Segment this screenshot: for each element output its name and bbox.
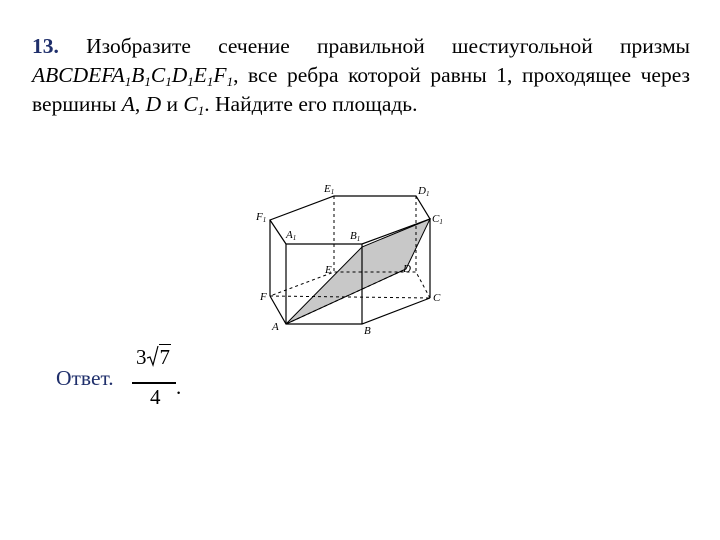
problem-text-1: Изобразите сечение правильной шестиугольной призмы — [86, 34, 691, 58]
answer-numerator: 3 7 — [136, 345, 170, 369]
answer-label: Ответ. — [56, 366, 114, 390]
prism-name: $ABCDEFA_1B_1C_1D_1E_1F_1$ — [32, 63, 234, 89]
answer-denominator: 4 — [150, 385, 161, 409]
problem-text-2: , все ребра которой равны 1, проходящее через вершины — [32, 63, 690, 116]
vertex-a: A — [121, 92, 135, 116]
label-e1: E1 — [324, 183, 335, 196]
label-c: C — [433, 292, 441, 304]
conj-and: и — [166, 92, 179, 116]
label-a1: A1 — [286, 229, 297, 242]
label-f: F — [260, 291, 267, 303]
label-e: E — [325, 264, 332, 276]
prism-figure — [250, 180, 450, 340]
label-f1: F1 — [256, 211, 267, 224]
label-a: A — [272, 321, 279, 333]
vertex-c1: $C_1$ — [183, 92, 205, 118]
label-d: D — [403, 263, 411, 275]
problem-text-3: . Найдите его площадь. — [204, 92, 418, 116]
label-b1: B1 — [350, 230, 361, 243]
answer-fraction — [132, 345, 182, 415]
sqrt-icon — [147, 345, 159, 367]
prism-diagram — [250, 180, 450, 340]
label-b: B — [364, 325, 371, 337]
answer-trailing: . — [176, 375, 182, 399]
diagonal-fc — [270, 296, 430, 298]
label-d1: D1 — [418, 185, 430, 198]
problem-number: 13. — [32, 34, 59, 58]
label-c1: C1 — [432, 213, 443, 226]
fraction-bar — [132, 382, 176, 384]
vertex-d: D — [145, 92, 162, 116]
problem-statement: 13. Изобразите сечение правильной шестиугольной призмы $ABCDEFA_1B_1C_1D_1E_1F_1$, все ребра которой равны 1, проходящее через вершины A, D и $C_1$. Найдите его площадь. — [32, 34, 691, 118]
